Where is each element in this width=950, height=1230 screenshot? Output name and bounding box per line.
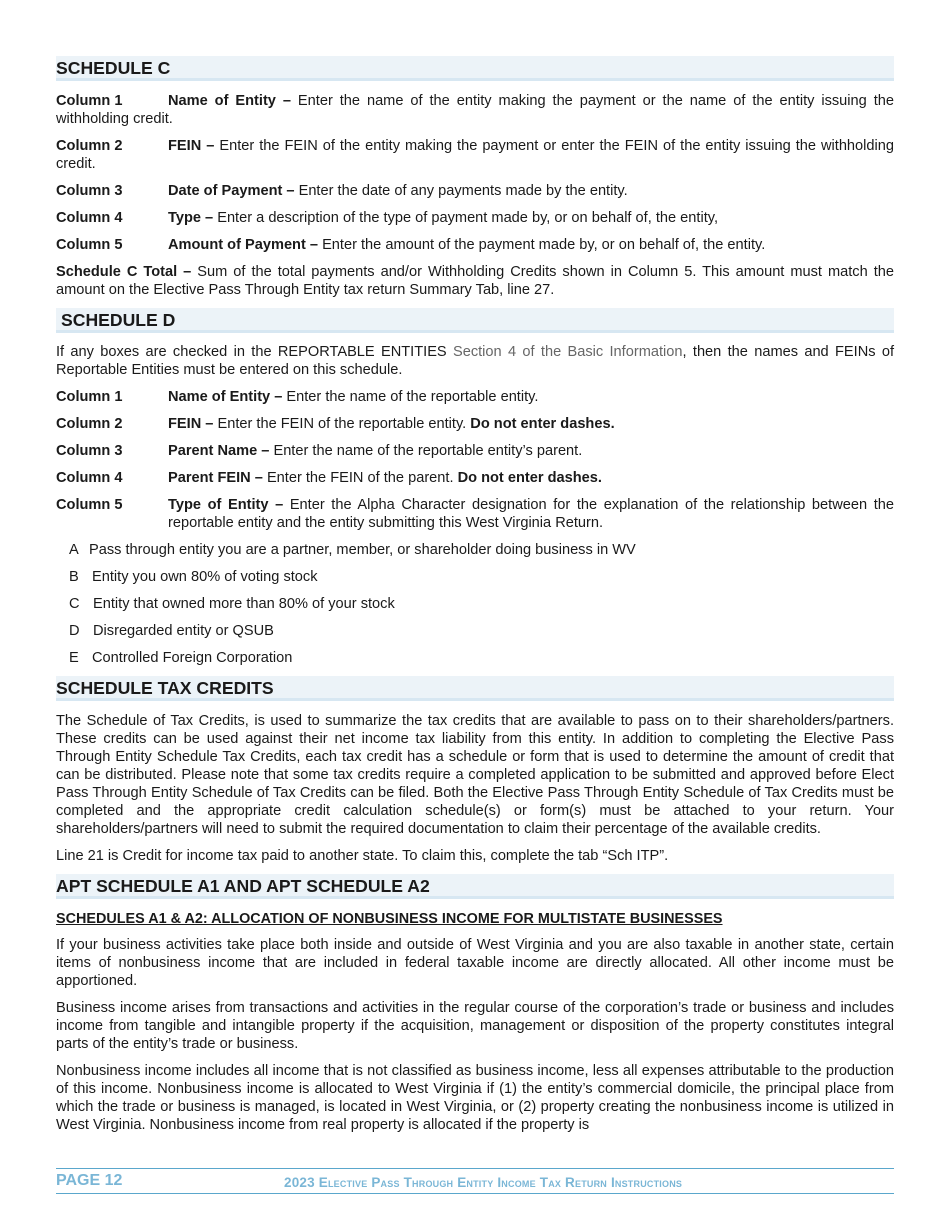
column-field-name: FEIN – xyxy=(168,138,215,154)
entity-type-key: C xyxy=(69,596,80,612)
column-body xyxy=(168,496,894,532)
column-description: Enter the FEIN of the reportable entity. xyxy=(213,416,471,432)
entity-type-text: Pass through entity you are a partner, member, or shareholder doing business in WV xyxy=(89,542,636,558)
schedule-d-intro-end: , then the names and FEINs of Reportable Entities must be entered on this schedule. xyxy=(56,344,895,378)
schedule-d-intro-start: If any boxes are checked in the REPORTABLE ENTITIES xyxy=(56,344,453,360)
schedule-d-intro xyxy=(56,343,894,379)
column-description: Enter the Alpha Character designation for the explanation of the relationship between the reportable entity and the entity submitting this West Virginia Return. xyxy=(168,497,894,531)
tax-credits-paragraph-2: Line 21 is Credit for income tax paid to another state. To claim this, complete the tab “Sch ITP”. xyxy=(56,848,669,864)
schedule-d-column-5 xyxy=(56,496,894,532)
entity-type-key: B xyxy=(69,569,79,585)
page-footer xyxy=(56,1172,894,1192)
basic-info-section-link[interactable]: Section 4 of the Basic Information xyxy=(452,344,683,360)
entity-type-d xyxy=(56,622,894,640)
column-label: Column 1 xyxy=(56,389,123,405)
footer-top-rule xyxy=(56,1168,894,1169)
footer-title: 2023 Elective Pass Through Entity Income Tax Return Instructions xyxy=(284,1175,683,1190)
column-label: Column 3 xyxy=(56,183,123,199)
schedule-c-column-3 xyxy=(56,182,894,200)
schedule-c-columns xyxy=(56,92,894,299)
column-description: Enter a description of the type of payment made by, or on behalf of, the entity, xyxy=(213,210,719,226)
entity-type-text: Entity you own 80% of voting stock xyxy=(92,569,318,585)
page-number: PAGE 12 xyxy=(56,1172,123,1189)
apt-paragraph-2: Business income arises from transactions and activities in the regular course of the corporation’s trade or business and includes income from tangible and intangible property if the acquisition, management or disposition of the property constitutes integral parts of the entity’s trade or business. xyxy=(56,1000,894,1052)
column-label: Column 5 xyxy=(56,497,123,513)
entity-type-e xyxy=(56,649,894,667)
apt-paragraph-3: Nonbusiness income includes all income that is not classified as business income, less all expenses attributable to the production of this income. Nonbusiness income is allocated to West Virginia if (1) the entity’s commercial domicile, the principal place from which the trade or business is managed, is located in West Virginia, or (2) property creating the nonbusiness income is utilized in West Virginia. Nonbusiness income from real property is allocated if the property is xyxy=(56,1063,894,1133)
column-description: Enter the FEIN of the parent. xyxy=(262,470,458,486)
schedule-c-column-5 xyxy=(56,236,894,254)
schedule-d-column-2 xyxy=(56,415,894,433)
schedule-d-column-1 xyxy=(56,388,894,406)
document-page xyxy=(56,0,894,1143)
column-body xyxy=(168,442,894,460)
column-label: Column 1 xyxy=(56,93,123,109)
column-field-name: Date of Payment – xyxy=(168,183,295,199)
schedule-c-column-2 xyxy=(56,137,894,173)
column-description: Enter the name of the reportable entity. xyxy=(282,389,539,405)
schedule-d-column-3 xyxy=(56,442,894,460)
schedule-d-column-4 xyxy=(56,469,894,487)
column-label: Column 4 xyxy=(56,470,123,486)
column-field-name: Parent Name – xyxy=(168,443,270,459)
column-description: Enter the amount of the payment made by, or on behalf of, the entity. xyxy=(318,237,766,253)
column-description: Enter the FEIN of the entity making the payment or enter the FEIN of the entity issuing the withholding credit. xyxy=(56,138,895,172)
schedule-c-total-text: Sum of the total payments and/or Withholding Credits shown in Column 5. This amount must match the amount on the Elective Pass Through Entity tax return Summary Tab, line 27. xyxy=(56,264,894,298)
schedule-d-heading: SCHEDULE D xyxy=(56,308,894,333)
entity-type-c xyxy=(56,595,894,613)
column-description: Enter the date of any payments made by the entity. xyxy=(294,183,628,199)
column-description: Enter the name of the reportable entity’s parent. xyxy=(269,443,583,459)
column-label: Column 2 xyxy=(56,138,123,154)
schedule-c-column-1 xyxy=(56,92,894,128)
entity-type-key: D xyxy=(69,623,80,639)
column-note: Do not enter dashes. xyxy=(457,470,602,486)
schedule-c-column-4 xyxy=(56,209,894,227)
schedule-tax-credits-heading: SCHEDULE TAX CREDITS xyxy=(56,676,894,701)
column-body xyxy=(168,388,894,406)
entity-type-a xyxy=(56,541,894,559)
apt-paragraph-1: If your business activities take place both inside and outside of West Virginia and you are also taxable in another state, certain items of nonbusiness income that are included in federal taxable income are directly allocated. All other income must be apportioned. xyxy=(56,937,894,989)
footer-bottom-rule xyxy=(56,1193,894,1194)
column-description: Enter the name of the entity making the payment or the name of the entity issuing the withholding credit. xyxy=(56,93,894,127)
column-body xyxy=(168,469,894,487)
column-note: Do not enter dashes. xyxy=(470,416,615,432)
column-field-name: Type – xyxy=(168,210,214,226)
column-field-name: Name of Entity – xyxy=(168,93,291,109)
apt-schedule-heading: APT SCHEDULE A1 AND APT SCHEDULE A2 xyxy=(56,874,894,899)
apt-schedule-subheading: SCHEDULES A1 & A2: ALLOCATION OF NONBUSINESS INCOME FOR MULTISTATE BUSINESSES xyxy=(56,911,723,927)
column-field-name: Type of Entity – xyxy=(168,497,284,513)
column-label: Column 5 xyxy=(56,237,123,253)
tax-credits-paragraph-1: The Schedule of Tax Credits, is used to summarize the tax credits that are available to pass on to their shareholders/partners. These credits can be used against their net income tax liability from this entity. In addition to completing the Elective Pass Through Entity Schedule Tax Credits, each tax credit has a schedule or form that is used to determine the amount of credit that can be distributed. Please note that some tax credits require a completed application to be submitted and approved before Elect Pass Through Entity Schedule of Tax Credits can be filed. Both the Elective Pass Through Entity Schedule of Tax Credits must be completed and the appropriate credit calculation schedule(s) or form(s) must be attached to your return. Your shareholders/partners will need to submit the required documentation to claim their percentage of the available credits. xyxy=(56,713,894,837)
column-label: Column 4 xyxy=(56,210,123,226)
column-field-name: Amount of Payment – xyxy=(168,237,319,253)
entity-type-b xyxy=(56,568,894,586)
schedule-c-total xyxy=(56,263,894,299)
entity-type-text: Entity that owned more than 80% of your stock xyxy=(93,596,395,612)
column-label: Column 3 xyxy=(56,443,123,459)
column-field-name: FEIN – xyxy=(168,416,214,432)
entity-type-text: Disregarded entity or QSUB xyxy=(93,623,274,639)
entity-type-key: E xyxy=(69,650,79,666)
schedule-c-heading: SCHEDULE C xyxy=(56,56,894,81)
schedule-c-total-label: Schedule C Total – xyxy=(56,264,192,280)
column-body xyxy=(168,415,894,433)
column-field-name: Name of Entity – xyxy=(168,389,283,405)
column-label: Column 2 xyxy=(56,416,123,432)
entity-type-text: Controlled Foreign Corporation xyxy=(92,650,293,666)
column-field-name: Parent FEIN – xyxy=(168,470,263,486)
entity-type-key: A xyxy=(69,542,79,558)
